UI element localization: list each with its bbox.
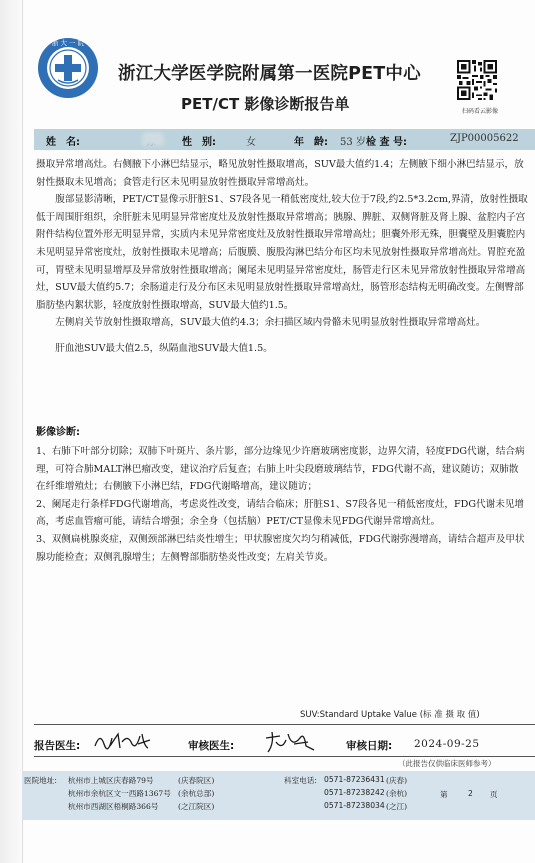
reviewer-label: 审核医生:	[188, 740, 235, 752]
findings-paragraph: 腹部显影清晰，PET/CT显像示肝脏S1、S7段各见一稍低密度灶,较大位于7段,约2.5*3.2cm,界清，放射性摄取低于周围肝组织，余肝脏未见明显异常密度灶及放射性摄取异常增高；胰腺、脾脏、双侧肾脏及肾上腺、盆腔内子宫附件结构位置外形无明显异常，实质内未见异常密度灶及放射性摄取异常增高灶；胆囊外形无殊，胆囊壁及胆囊腔内未见明显异常密度灶，放射性摄取未见增高；后腹膜、腹股沟淋巴结分布区均未见放射性摄取异常增高灶。胃腔充盈可，胃壁未见明显增厚及异常放射性摄取增高；阑尾未见明显异常密度灶，肠管走行区未见异常放射性摄取异常增高灶，SUV最大值约5.7；余肠道走行及分布区未见明显放射性摄取异常增高灶，肠管形态结构无明确改变。左侧臀部脂肪垫内絮状影，轻度放射性摄取增高，SUV最大值约1.5。	[36, 194, 528, 311]
address-line: 杭州市上城区庆春路79号	[68, 776, 154, 785]
diagnosis-item: 2、阑尾走行条样FDG代谢增高，考虑炎性改变，请结合临床；肝脏S1、S7段各见一稍低密度灶，FDG代谢未见增高，考虑血管瘤可能，请结合增强；余全身（包括脑）PET/CT显像未见FDG代谢异常增高灶。	[36, 498, 525, 528]
name-redaction	[142, 132, 164, 146]
diagnosis-section	[36, 443, 528, 566]
review-date-value: 2024-09-25	[414, 738, 480, 750]
qr-caption: 扫码看云影像	[462, 108, 499, 115]
campus-label: (庆春院区)	[178, 776, 215, 785]
phone-campus: (庆春)	[386, 776, 408, 785]
diagnosis-item: 1、右肺下叶部分切除；双肺下叶斑片、条片影，部分边缘见少许磨玻璃密度影，边界欠清，轻度FDG代谢，结合病理，可符合肺MALT淋巴瘤改变，建议治疗后复查；右肺上叶尖段磨玻璃结节，FDG代谢不高，建议随访；双肺散在纤维增殖灶；右侧腋下小淋巴结，FDG代谢略增高，建议随访；	[36, 446, 525, 493]
suv-footnote: SUV:Standard Uptake Value (标 准 摄 取 值)	[300, 710, 480, 720]
gender-value: 女	[246, 137, 256, 148]
page-edge	[0, 0, 24, 863]
svg-text:浙 大 一 院: 浙 大 一 院	[51, 39, 85, 47]
phone-label: 科室电话:	[284, 776, 317, 785]
review-date-label: 审核日期:	[346, 740, 393, 752]
findings-paragraph: 左侧肩关节放射性摄取增高，SUV最大值约4.3；余扫描区域内骨骼未见明显放射性摄取异常增高灶。	[55, 317, 486, 329]
campus-label: (余杭总部)	[178, 789, 215, 798]
findings-paragraph: 摄取异常增高灶。右侧腋下小淋巴结显示，略见放射性摄取增高，SUV最大值约1.4；左侧腋下细小淋巴结显示，放射性摄取未见增高；食管走行区未见明显放射性摄取异常增高灶。	[36, 159, 524, 188]
hospital-name: 浙江大学医学院附属第一医院PET中心	[118, 64, 421, 84]
qr-code-icon[interactable]	[457, 60, 497, 100]
patient-info-bar	[34, 129, 535, 150]
phone-campus: (余杭)	[386, 789, 408, 798]
diagnosis-heading: 影像诊断:	[36, 427, 80, 438]
exam-number-label: 检 查 号:	[366, 137, 407, 148]
name-label: 姓 名:	[46, 137, 80, 148]
address-line: 杭州市余杭区文一西路1367号	[68, 789, 171, 798]
findings-section	[36, 156, 528, 358]
diagnosis-item: 3、双侧扁桃腺炎症，双侧颈部淋巴结炎性增生；甲状腺密度欠均匀稍减低，FDG代谢弥漫增高，请结合超声及甲状腺功能检查；双侧乳腺增生；左侧臀部脂肪垫炎性改变；左肩关节炎。	[36, 533, 525, 563]
exam-number-value: ZJP00005622	[450, 133, 519, 144]
reviewer-signature-icon	[262, 728, 318, 756]
disclaimer-note: （此报告仅供临床医师参考）	[398, 759, 496, 768]
hospital-logo-icon	[36, 36, 100, 100]
page-edge-line	[22, 0, 23, 863]
age-label: 年 龄:	[294, 137, 328, 148]
reporter-signature-icon	[92, 728, 154, 754]
phone-number: 0571-87238242	[324, 788, 385, 797]
age-value: 53 岁	[340, 137, 366, 148]
address-line: 杭州市西湖区梧桐路366号	[68, 802, 159, 811]
page-prefix: 第	[440, 790, 448, 799]
page-number: 2	[468, 789, 473, 798]
divider-bottom	[34, 756, 535, 757]
phone-number: 0571-87236431	[324, 775, 385, 784]
gender-label: 性 别:	[182, 137, 216, 148]
phone-number: 0571-87238034	[324, 801, 385, 810]
page-suffix: 页	[490, 790, 498, 799]
address-label: 医院地址:	[24, 776, 57, 785]
reporter-label: 报告医生:	[34, 740, 81, 752]
findings-paragraph: 肝血池SUV最大值2.5，纵隔血池SUV最大值1.5。	[55, 342, 273, 354]
report-title: PET/CT 影像诊断报告单	[181, 95, 350, 113]
campus-label: (之江院区)	[178, 802, 215, 811]
phone-campus: (之江)	[386, 802, 408, 811]
divider-top	[34, 724, 535, 725]
